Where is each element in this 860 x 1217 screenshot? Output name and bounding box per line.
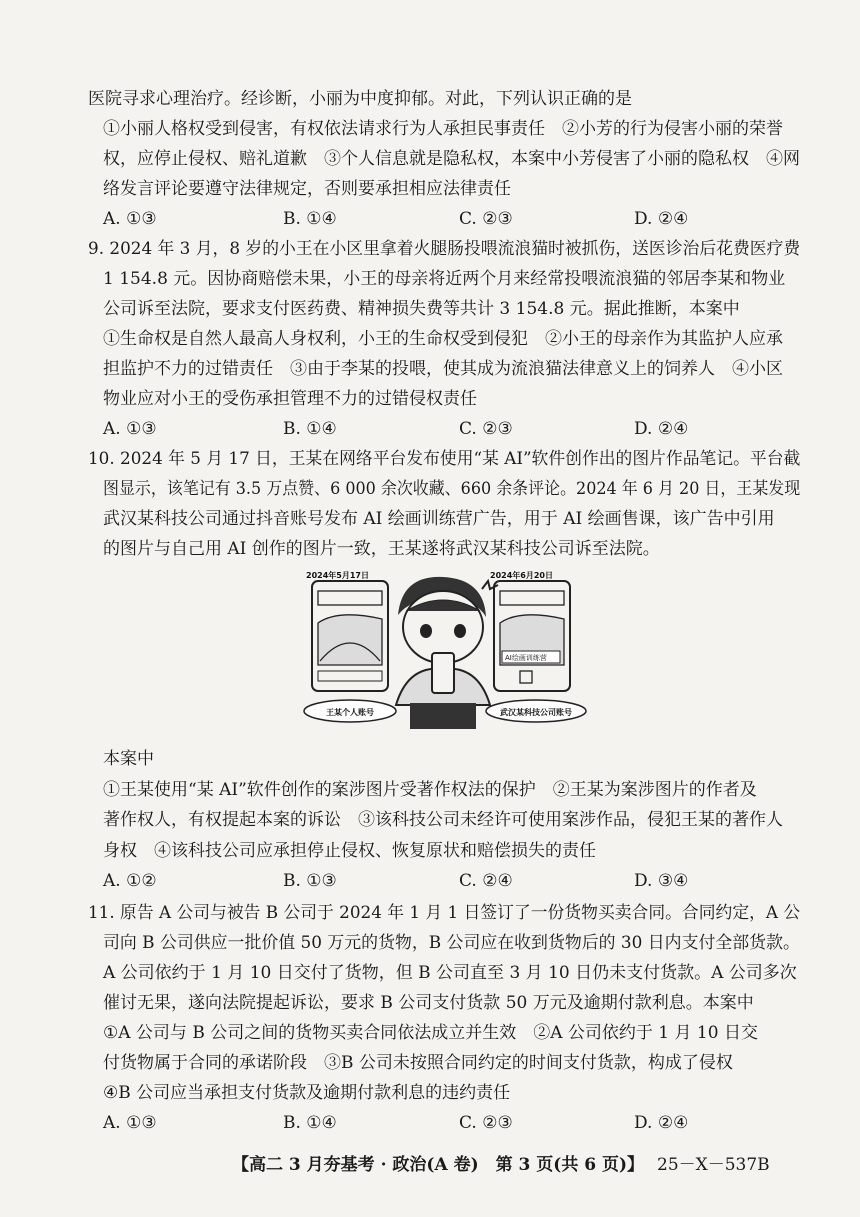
q10-option-a: A. ①② [103, 871, 157, 891]
q10-option-c: C. ②④ [459, 871, 513, 891]
q10-stem-line: 图显示，该笔记有 3.5 万点赞、6 000 余次收藏、660 余条评论。2024 年 6 月 20 日，王某发现 [103, 479, 801, 499]
q9-stem-line: 9. 2024 年 3 月，8 岁的小王在小区里拿着火腿肠投喂流浪猫时被抓伤，送医诊治后花费医疗费 [88, 239, 801, 259]
q11-option-a: A. ①③ [103, 1113, 157, 1133]
q11-statement-line: ④B 公司应当承担支付货款及逾期付款利息的违约责任 [103, 1083, 511, 1103]
q8-option-d: D. ②④ [634, 209, 689, 229]
q8-statement-line: ①小丽人格权受到侵害，有权依法请求行为人承担民事责任 ②小芳的行为侵害小丽的荣誉 [103, 119, 783, 139]
q10-illustration [298, 565, 588, 735]
right-date-label: 2024年6月20日 [490, 571, 553, 580]
q10-stem-line: 的图片与自己用 AI 创作的图片一致，王某遂将武汉某科技公司诉至法院。 [103, 539, 660, 559]
q9-option-b: B. ①④ [283, 419, 337, 439]
q11-stem-line: 司向 B 公司供应一批价值 50 万元的货物，B 公司应在收到货物后的 30 日内支付全部货款。 [103, 933, 800, 953]
q10-statement-line: ①王某使用“某 AI”软件创作的案涉图片受著作权法的保护 ②王某为案涉图片的作者及 [103, 780, 757, 800]
q9-option-c: C. ②③ [459, 419, 513, 439]
q8-statement-line: 络发言评论要遵守法律规定，否则要承担相应法律责任 [103, 179, 511, 199]
q10-statement-line: 身权 ④该科技公司应承担停止侵权、恢复原状和赔偿损失的责任 [103, 841, 596, 861]
q8-option-c: C. ②③ [459, 209, 513, 229]
q11-statement-line: ①A 公司与 B 公司之间的货物买卖合同依法成立并生效 ②A 公司依约于 1 月 10 日交 [103, 1023, 758, 1043]
q9-option-a: A. ①③ [103, 419, 157, 439]
q11-option-d: D. ②④ [634, 1113, 689, 1133]
q9-statement-line: 物业应对小王的受伤承担管理不力的过错侵权责任 [103, 389, 477, 409]
q9-stem-line: 1 154.8 元。因协商赔偿未果，小王的母亲将近两个月来经常投喂流浪猫的邻居李某和物业 [103, 269, 786, 289]
q10-case-label: 本案中 [103, 749, 154, 769]
q8-option-b: B. ①④ [283, 209, 337, 229]
boy-illustration [396, 577, 498, 729]
ad-text: AI绘画训练营 [505, 654, 547, 662]
q8-stem-end: 医院寻求心理治疗。经诊断，小丽为中度抑郁。对此，下列认识正确的是 [88, 89, 632, 109]
exam-code: 25－X－537B [657, 1155, 770, 1175]
q10-stem-line: 10. 2024 年 5 月 17 日，王某在网络平台发布使用“某 AI”软件创作出的图片作品笔记。平台截 [88, 449, 801, 469]
q9-statement-line: 担监护不力的过错责任 ③由于李某的投喂，使其成为流浪猫法律意义上的饲养人 ④小区 [103, 359, 783, 379]
q9-stem-line: 公司诉至法院，要求支付医药费、精神损失费等共计 3 154.8 元。据此推断，本案中 [103, 299, 740, 319]
q11-stem-line: A 公司依约于 1 月 10 日交付了货物，但 B 公司直至 3 月 10 日仍未支付货款。A 公司多次 [103, 963, 797, 983]
page-footer: 【高二 3 月夯基考 · 政治(A 卷) 第 3 页(共 6 页)】 [232, 1155, 645, 1175]
left-date-label: 2024年5月17日 [306, 571, 369, 580]
q8-statement-line: 权，应停止侵权、赔礼道歉 ③个人信息就是隐私权，本案中小芳侵害了小丽的隐私权 ④网 [103, 149, 800, 169]
q9-statement-line: ①生命权是自然人最高人身权利，小王的生命权受到侵犯 ②小王的母亲作为其监护人应承 [103, 329, 783, 349]
q10-statement-line: 著作权人，有权提起本案的诉讼 ③该科技公司未经许可使用案涉作品，侵犯王某的著作人 [103, 810, 783, 830]
q11-option-b: B. ①④ [283, 1113, 337, 1133]
right-account-label: 武汉某科技公司账号 [500, 708, 572, 717]
q10-option-d: D. ③④ [634, 871, 689, 891]
q11-stem-line: 11. 原告 A 公司与被告 B 公司于 2024 年 1 月 1 日签订了一份货物买卖合同。合同约定，A 公 [88, 903, 801, 923]
q11-stem-line: 催讨无果，遂向法院提起诉讼，要求 B 公司支付货款 50 万元及逾期付款利息。本案中 [103, 993, 754, 1013]
q11-statement-line: 付货物属于合同的承诺阶段 ③B 公司未按照合同约定的时间支付货款，构成了侵权 [103, 1053, 733, 1073]
right-phone-illustration [490, 570, 570, 691]
left-phone-illustration [306, 570, 388, 691]
q8-option-a: A. ①③ [103, 209, 157, 229]
q10-option-b: B. ①③ [283, 871, 337, 891]
left-account-label: 王某个人账号 [326, 708, 374, 717]
q11-option-c: C. ②③ [459, 1113, 513, 1133]
q10-stem-line: 武汉某科技公司通过抖音账号发布 AI 绘画训练营广告，用于 AI 绘画售课，该广告中引用 [103, 509, 775, 529]
q9-option-d: D. ②④ [634, 419, 689, 439]
